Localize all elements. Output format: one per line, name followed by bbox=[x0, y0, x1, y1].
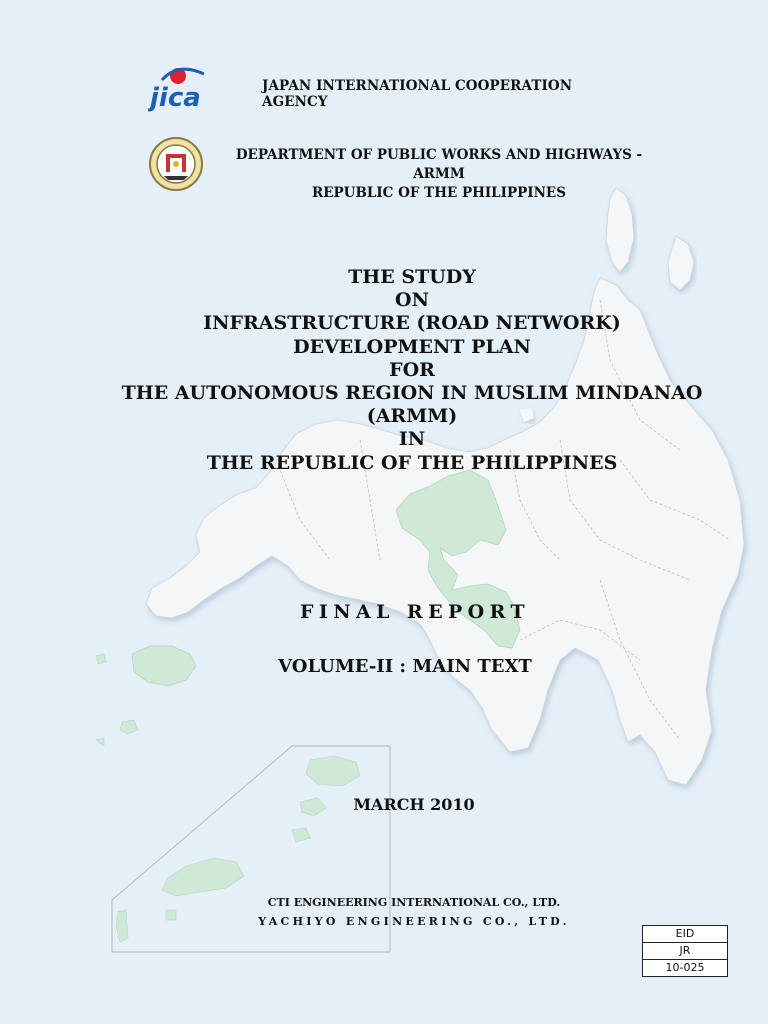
department-name: DEPARTMENT OF PUBLIC WORKS AND HIGHWAYS - ARMM bbox=[235, 147, 643, 182]
title-line: THE REPUBLIC OF THE PHILIPPINES bbox=[206, 451, 618, 474]
title-line: FOR bbox=[389, 358, 435, 381]
code-box-cell: EID bbox=[643, 926, 727, 943]
consultant-cti: CTI ENGINEERING INTERNATIONAL CO., LTD. bbox=[267, 896, 561, 909]
report-title bbox=[100, 266, 724, 475]
report-code-box bbox=[642, 925, 728, 977]
volume-label: VOLUME-II : MAIN TEXT bbox=[278, 656, 532, 677]
title-line: ON bbox=[395, 289, 429, 312]
title-line: (ARMM) bbox=[366, 405, 458, 428]
report-type: FINAL REPORT bbox=[300, 601, 530, 623]
code-box-cell: JR bbox=[643, 943, 727, 960]
department-block bbox=[214, 146, 664, 203]
title-line: DEVELOPMENT PLAN bbox=[293, 335, 531, 358]
basilan-island bbox=[132, 646, 196, 686]
title-line: THE AUTONOMOUS REGION IN MUSLIM MINDANAO bbox=[121, 382, 703, 405]
title-line: THE STUDY bbox=[348, 266, 476, 288]
title-line: IN bbox=[398, 428, 426, 451]
report-date: MARCH 2010 bbox=[353, 795, 475, 814]
svg-text:jica: jica bbox=[150, 83, 201, 112]
agency-name: JAPAN INTERNATIONAL COOPERATION AGENCY bbox=[262, 78, 573, 110]
consultant-yachiyo: YACHIYO ENGINEERING CO., LTD. bbox=[258, 915, 570, 928]
dpwh-seal bbox=[148, 136, 204, 192]
jica-logo bbox=[148, 60, 216, 112]
code-box-cell: 10-025 bbox=[665, 961, 705, 974]
title-line: INFRASTRUCTURE (ROAD NETWORK) bbox=[203, 312, 621, 335]
country-name: REPUBLIC OF THE PHILIPPINES bbox=[312, 185, 566, 201]
